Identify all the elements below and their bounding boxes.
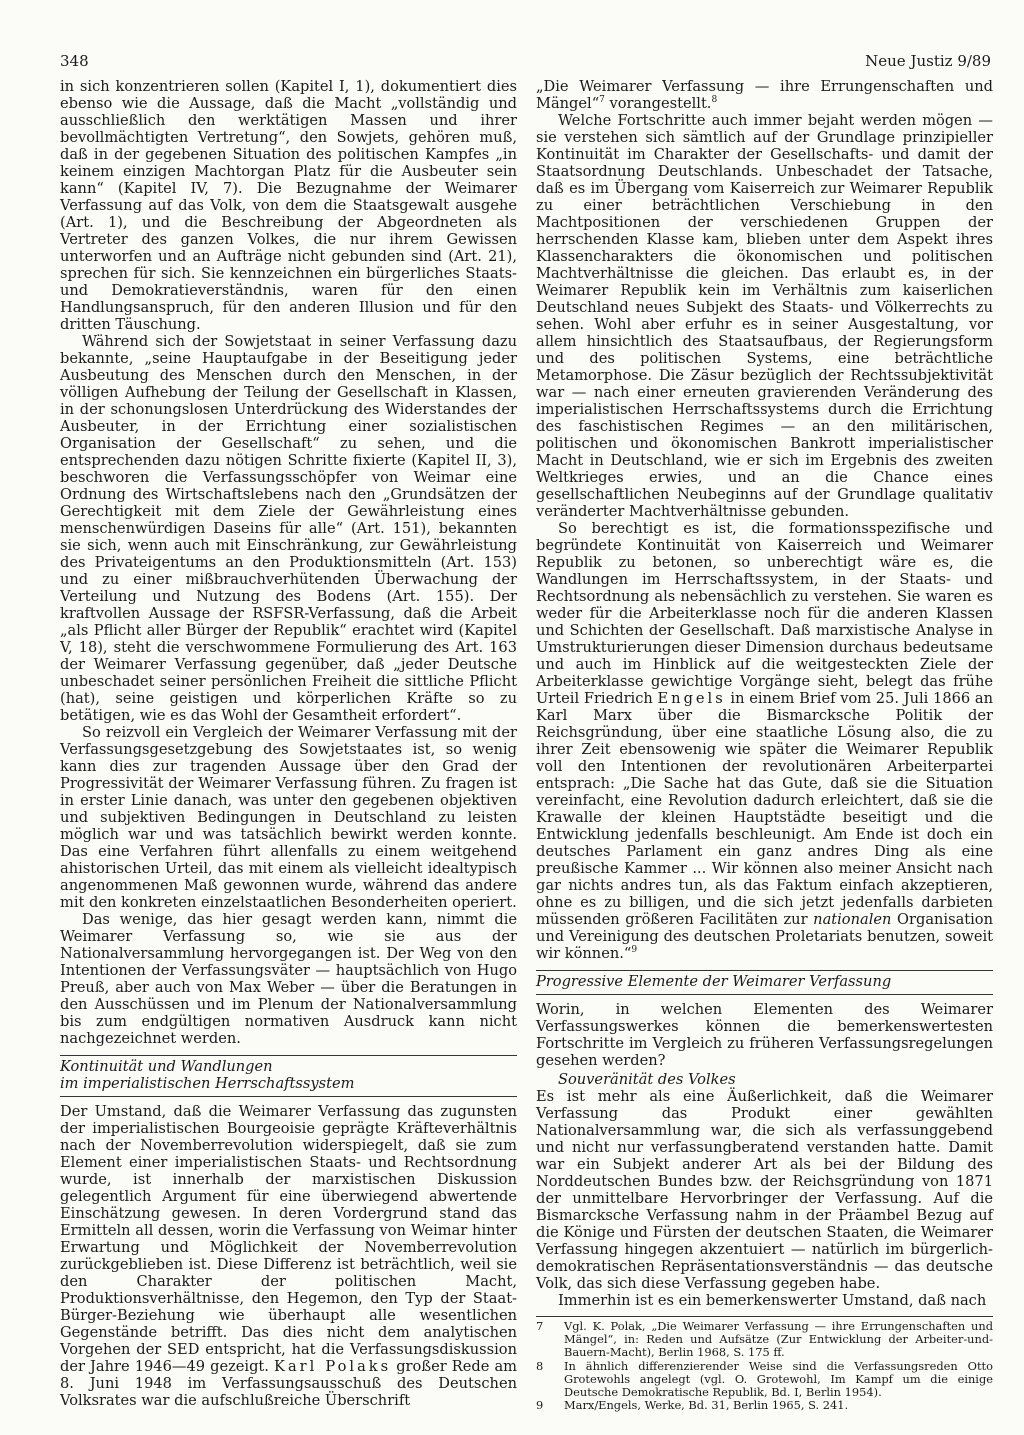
footnote-ref: 8 bbox=[711, 95, 718, 106]
page-number: 348 bbox=[60, 52, 89, 70]
section-heading: Progressive Elemente der Weimarer Verfassung bbox=[536, 970, 993, 995]
body-paragraph bbox=[60, 1103, 517, 1409]
footnote-text: In ähnlich differenzierender Weise sind die Verfassungsreden Otto Grotewohls angelegt (vgl. O. Grotewohl, Im Kampf um die einige Deutsche Demokratische Republik, Bd. I, Berlin 1954). bbox=[564, 1358, 993, 1400]
body-paragraph: in sich konzentrieren sollen (Kapitel I, 1), dokumentiert dies ebenso wie die Aussage, daß die Macht „vollständig und ausschließlich den werktätigen Massen und ihrer bevollmächtigten Vertretung“, den Sowjets, gehören muß, daß in der gegebenen Situation des politischen Kampfes „in keinem einzigen Machtorgan Platz für die Ausbeuter sein kann“ (Kapitel IV, 7). Die Bezugnahme der Weimarer Verfassung auf das Volk, von dem die Staatsgewalt ausgehe (Art. 1), und die Beschreibung der Abgeordneten als Vertreter des ganzen Volkes, die nur ihrem Gewissen unterworfen und an Aufträge nicht gebunden sind (Art. 21), sprechen für sich. Sie kennzeichnen ein bürgerliches Staats- und Demokratieverständnis, waren für den einen Handlungsanspruch, für den anderen Illusion und für den dritten Täuschung. bbox=[60, 78, 517, 333]
body-text: Organisation und Vereinigung des deutschen Proletariats benutzen, soweit wir können.“ bbox=[536, 911, 993, 962]
body-text: Der Umstand, daß die Weimarer Verfassung das zugunsten der imperialistischen Bourgeoisie geprägte Kräfteverhältnis nach der Novemberrevolution widerspiegelt, daß sie zum Element einer imperialistischen Staats- und Rechtsordnung wurde, ist innerhalb der marxistischen Diskussion gelegentlich Argument für eine überwiegend abwertende Einschätzung gewesen. In deren Vordergrund stand das Ermitteln all dessen, worin die Verfassung von Weimar hinter Erwartung und Möglichkeit der Novemberrevolution zurückgeblieben ist. Diese Differenz ist beträchtlich, weil sie den Charakter der politischen Macht, Produktionsverhältnisse, den Hegemon, den Typ der Staat-Bürger-Beziehung wie überhaupt alle wesentlichen Gegenstände betrifft. Das dies nicht dem analytischen Vorgehen der SED entspricht, hat die Verfassungsdiskussion der Jahre 1946—49 gezeigt. bbox=[60, 1103, 517, 1375]
footnote-number: 8 bbox=[536, 1358, 544, 1373]
body-paragraph bbox=[536, 78, 993, 112]
body-text: „Die Weimarer Verfassung — ihre Errungenschaften und Mängel“ bbox=[536, 78, 993, 112]
footnote bbox=[536, 1320, 993, 1360]
footnote bbox=[536, 1399, 993, 1412]
body-text: großer Rede am 8. Juni 1948 im Verfassungsausschuß des Deutschen Volksrates war die aufschlußreiche Überschrift bbox=[60, 1358, 518, 1409]
section-heading-line: Kontinuität und Wandlungen bbox=[60, 1058, 273, 1075]
footnote bbox=[536, 1360, 993, 1400]
footnote-number: 9 bbox=[536, 1398, 544, 1413]
emphasis-text: nationalen bbox=[813, 911, 892, 928]
journal-issue: Neue Justiz 9/89 bbox=[865, 52, 991, 70]
body-paragraph bbox=[536, 520, 993, 962]
left-column bbox=[60, 78, 517, 1409]
author-name: Engels bbox=[657, 690, 726, 707]
right-column bbox=[536, 78, 993, 1412]
body-paragraph: Immerhin ist es ein bemerkenswerter Umstand, daß nach bbox=[558, 1292, 987, 1309]
body-text: in einem Brief vom 25. Juli 1866 an Karl Marx über die Bismarcksche Politik der Reichsgründung, über eine staatliche Lösung also, die zu ihrer Zeit ebensowenig wie später die Weimarer Republik voll den Intentionen der revolutionären Arbeiterpartei entsprach: „Die Sache hat das Gute, daß sie die Situation vereinfacht, eine Revolution dadurch erleichtert, daß sie die Krawalle der kleinen Hauptstädte beseitigt und die Entwicklung jedenfalls beschleunigt. Am Ende ist doch ein deutsches Parlament ein ganz andres Ding als eine preußische Kammer ... Wir können also meiner Ansicht nach gar nichts andres tun, als das Faktum einfach akzeptieren, ohne es zu billigen, und die sich jetzt jedenfalls darbieten müssenden größeren Facilitäten zur bbox=[536, 690, 993, 928]
footnote-text: Vgl. K. Polak, „Die Weimarer Verfassung — ihre Errungenschaften und Mängel“, in: Reden und Aufsätze (Zur Entwicklung der Arbeiter-und-Bauern-Macht), Berlin 1968, S. 175 ff. bbox=[564, 1319, 993, 1360]
author-name: Karl Polaks bbox=[274, 1358, 392, 1375]
body-paragraph: Während sich der Sowjetstaat in seiner Verfassung dazu bekannte, „seine Hauptaufgabe in der Beseitigung jeder Ausbeutung des Menschen durch den Menschen, in der völligen Aufhebung der Teilung der Gesellschaft in Klassen, in der schonungslosen Unterdrückung des Widerstandes der Ausbeuter, in der Errichtung einer sozialistischen Organisation der Gesellschaft“ zu sehen, und die entsprechenden dazu nötigen Schritte fixierte (Kapitel II, 3), beschworen die Verfassungsschöpfer von Weimar eine Ordnung des Wirtschaftslebens nach den „Grundsätzen der Gerechtigkeit mit dem Ziele der Gewährleistung eines menschenwürdigen Daseins für alle“ (Art. 151), bekannten sie sich, wenn auch mit Einschränkung, zur Gewährleistung des Privateigentums an den Produktionsmitteln (Art. 153) und zu einer mißbrauchverhütenden Überwachung der Verteilung und Nutzung des Bodens (Art. 155). Der kraftvollen Aussage der RSFSR-Verfassung, daß die Arbeit „als Pflicht aller Bürger der Republik“ erachtet wird (Kapitel V, 18), steht die verschwommene Formulierung des Art. 163 der Weimarer Verfassung gegenüber, daß „jeder Deutsche unbeschadet seiner persönlichen Freiheit die sittliche Pflicht (hat), seine geistigen und körperlichen Kräfte so zu betätigen, wie es das Wohl der Gesamtheit erfordert“. bbox=[60, 333, 517, 724]
section-heading-line: im imperialistischen Herrschaftssystem bbox=[60, 1075, 355, 1092]
subheading: Souveränität des Volkes bbox=[558, 1071, 736, 1088]
footnote-text: Marx/Engels, Werke, Bd. 31, Berlin 1965, S. 241. bbox=[564, 1398, 849, 1413]
page-header bbox=[60, 50, 991, 72]
footnote-ref: 7 bbox=[599, 95, 605, 106]
body-text: vorangestellt. bbox=[604, 95, 712, 112]
footnote-ref: 9 bbox=[631, 945, 638, 956]
body-paragraph: Worin, in welchen Elementen des Weimarer Verfassungswerkes können die bemerkenswertesten Fortschritte im Vergleich zu früheren Verfassungsregelungen gesehen werden? bbox=[536, 1001, 993, 1069]
footnote-number: 7 bbox=[536, 1319, 544, 1333]
body-paragraph: Welche Fortschritte auch immer bejaht werden mögen — sie verstehen sich sämtlich auf der Grundlage prinzipieller Kontinuität im Charakter der Gesellschafts- und damit der Staatsordnung Deutschlands. Unbeschadet der Tatsache, daß es im Übergang vom Kaiserreich zur Weimarer Republik zu einer beträchtlichen Verschiebung in den Machtpositionen der verschiedenen Gruppen der herrschenden Klasse kam, blieben unter dem Aspekt ihres Klassencharakters die ökonomischen und politischen Machtverhältnisse die gleichen. Das erlaubt es, in der Weimarer Republik kein im Verhältnis zum kaiserlichen Deutschland neues Subjekt des Staats- und Völkerrechts zu sehen. Wohl aber erfuhr es in seiner Ausgestaltung, vor allem hinsichtlich des Staatsaufbaus, der Regierungsform und des politischen Systems, eine beträchtliche Metamorphose. Die Zäsur bezüglich der Rechtssubjektivität war — nach einer erneuten gravierenden Veränderung des imperialistischen Herrschaftssystems durch die Errichtung des faschistischen Regimes — an den militärischen, politischen und ökonomischen Bankrott imperialistischer Macht in Deutschland, wie er sich im Ergebnis des zweiten Weltkrieges erwies, und an die Chance eines gesellschaftlichen Neubeginns auf der Grundlage qualitativ veränderter Machtverhältnisse gebunden. bbox=[536, 112, 993, 520]
footnotes bbox=[536, 1316, 993, 1412]
body-text: So berechtigt es ist, die formationsspezifische und begründete Kontinuität von Kaiserreich und Weimarer Republik zu betonen, so unberechtigt wäre es, die Wandlungen im Herrschaftssystem, in der Staats- und Rechtsordnung als nebensächlich zu verstehen. Sie waren es weder für die Arbeiterklasse noch für die anderen Klassen und Schichten der Gesellschaft. Daß marxistische Analyse in Umstrukturierungen dieser Dimension durchaus bedeutsame und auch im Hinblick auf die weitgesteckten Ziele der Arbeiterklasse gewichtige Vorgänge sieht, belegt das frühe Urteil Friedrich bbox=[536, 520, 993, 707]
body-paragraph: Das wenige, das hier gesagt werden kann, nimmt die Weimarer Verfassung so, wie sie aus der Nationalversammlung hervorgegangen ist. Der Weg von den Intentionen der Verfassungsväter — hauptsächlich von Hugo Preuß, aber auch von Max Weber — über die Beratungen in den Ausschüssen und im Plenum der Nationalversammlung bis zum endgültigen normativen Ausdruck kann nicht nachgezeichnet werden. bbox=[60, 911, 517, 1047]
body-paragraph: Es ist mehr als eine Äußerlichkeit, daß die Weimarer Verfassung das Produkt einer gewählten Nationalversammlung war, die sich als verfassunggebend und nicht nur verfassungberatend verstanden hatte. Damit war ein Subjekt anderer Art als bei der Bildung des Norddeutschen Bundes bzw. der Reichsgründung von 1871 der unmittelbare Hervorbringer der Verfassung. Auf die Bismarcksche Verfassung nahm in der Präambel Bezug auf die Könige und Fürsten der deutschen Staaten, die Weimarer Verfassung hingegen akzentuiert — natürlich im bürgerlich-demokratischen Repräsentationsverständnis — das deutsche Volk, das sich diese Verfassung gegeben habe. bbox=[536, 1088, 993, 1292]
section-heading bbox=[60, 1055, 517, 1097]
body-paragraph: So reizvoll ein Vergleich der Weimarer Verfassung mit der Verfassungsgesetzgebung des Sowjetstaates ist, so wenig kann dies zur tragenden Aussage über den Grad der Progressivität der Weimarer Verfassung führen. Zu fragen ist in erster Linie danach, was unter den gegebenen objektiven und subjektiven Bedingungen in Deutschland zu leisten möglich war und was tatsächlich bewirkt werden konnte. Das eine Verfahren führt allenfalls zu einem weitgehend ahistorischen Urteil, das mit einem als vielleicht idealtypisch angenommenen Maß gewonnen wurde, während das andere mit den konkreten einzelstaatlichen Besonderheiten operiert. bbox=[60, 724, 517, 911]
